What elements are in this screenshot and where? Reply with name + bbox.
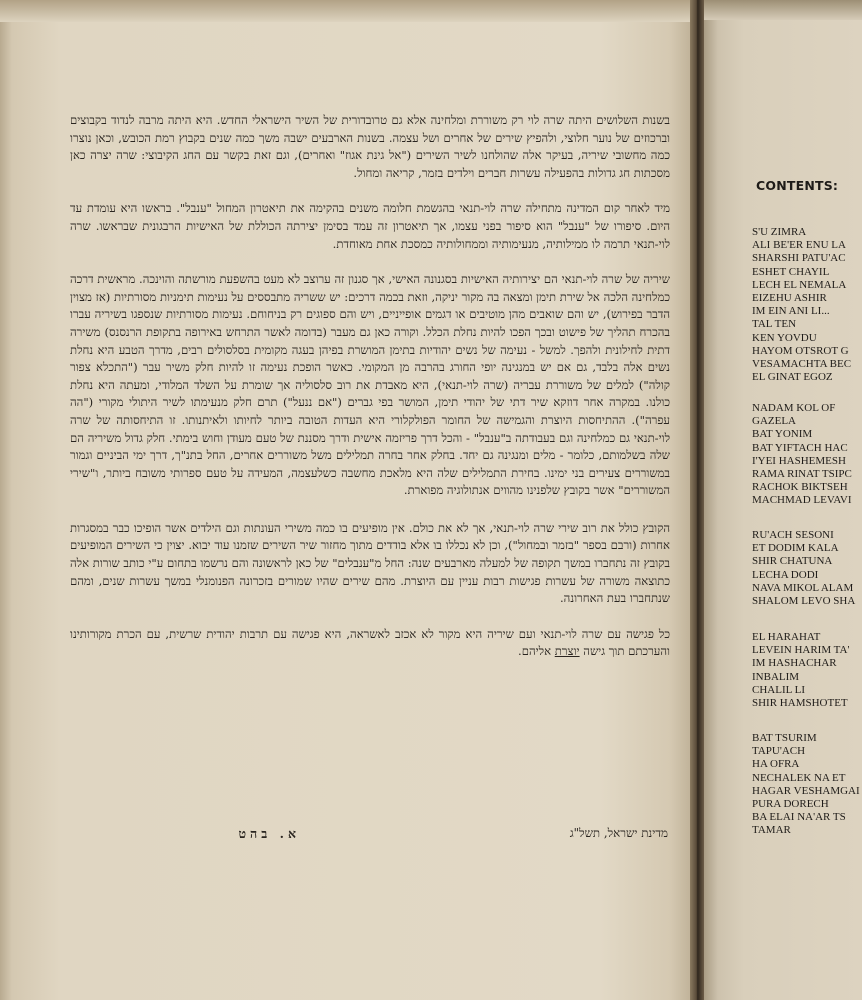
contents-entry: SHIR HAMSHOTET xyxy=(752,697,848,710)
contents-entry: RAMA RINAT TSIPC xyxy=(752,468,852,481)
contents-entry: ALI BE'ER ENU LA xyxy=(752,239,846,252)
contents-entry: LECH EL NEMALA xyxy=(752,278,847,291)
contents-group-3 xyxy=(752,529,855,608)
contents-entry: S'U ZIMRA xyxy=(752,226,807,238)
contents-entry: RU'ACH SESONI xyxy=(752,529,834,541)
contents-group-1 xyxy=(752,226,851,384)
paragraph-2: מיד לאחר קום המדינה מתחילה שרה לוי-תנאי בהגשמת חלומה משנים בהקימה את תיאטרון המחול "ענבל". בראשו היא עומדת עד היום. סיפורו של "ענבל" הוא סיפור בפני עצמו, אך תיאטרון זה עמד בסימן יצירתה הכוללת של האישיות הרבגונית שבראשו. שרה לוי-תנאי תרמה לו ממילותיה, מנעימותיה וממחולותיה כמסכת אחת מאוחדת. xyxy=(70,201,670,251)
author-signature: א. בהט xyxy=(238,826,300,841)
contents-entry: TAPU'ACH xyxy=(752,745,806,758)
contents-entry: SHARSHI PATU'AC xyxy=(752,252,846,265)
contents-entry: I'YEI HASHEMESH xyxy=(752,454,846,467)
contents-entry: LECHA DODI xyxy=(752,568,819,581)
contents-entry: NAVA MIKOL ALAM xyxy=(752,581,854,594)
contents-entry: ET DODIM KALA xyxy=(752,542,839,555)
contents-entry: TAL TEN xyxy=(752,318,797,331)
paragraph-5-end: אליהם. xyxy=(518,644,552,659)
contents-entry: IM EIN ANI LI... xyxy=(752,305,830,318)
paragraph-5 xyxy=(70,626,670,661)
contents-title: CONTENTS: xyxy=(756,178,839,193)
paragraph-5-body: כל פגישה עם שרה לוי-תנאי ועם שיריה היא מקור לא אכזב לאשראה, היא פגישה עם תרבות יהודית שרשית, עם הכרת מקורותינו והערכתם תוך גישה xyxy=(70,626,670,659)
book-gutter xyxy=(690,0,704,1000)
contents-entry: EIZEHU ASHIR xyxy=(752,292,827,305)
contents-entry: SHIR CHATUNA xyxy=(752,555,833,568)
contents-group-5 xyxy=(752,732,860,838)
contents-entry: BA ELAI NA'AR TS xyxy=(752,811,846,824)
preface-text xyxy=(70,112,670,677)
contents-entry: BAT YIFTACH HAC xyxy=(752,441,848,454)
contents-entry: INBALIM xyxy=(752,670,800,683)
contents-entry: NADAM KOL OF xyxy=(752,402,836,414)
contents-group-4 xyxy=(752,631,849,710)
contents-entry: ESHET CHAYIL xyxy=(752,265,830,278)
contents-group-2 xyxy=(752,402,852,508)
paragraph-1: בשנות השלושים היתה שרה לוי רק משוררת ומלחינה אלא גם טרובדורית של השיר הישראלי החדש. היא היתה מרבה לנדוד בקבוצים וברכוזים של נוער חלוצי, ולהפיץ שירים של אחרים ושל עצמה. בשנות הארבעים ישבה משך כמה שנים בקבוץ רמת הכובש, וכאן נוצרו כמה מחשובי שיריה, בעיקר אלה שהולחנו לשיר השירים ("אל גינת אגוז" ואחרים), וגם זאת בקשר עם החג הקיבוצי: שרה יצרה כאן מסכתות חג גדולות בהפעילה עשרות חברים וילדים בזמר, קריאה ומחול. xyxy=(70,113,670,180)
paragraph-3: שיריה של שרה לוי-תנאי הם יצירותיה האישיות בסגנונה האישי, אך סגנון זה ערוצב לא מעט בהשפעת מורשתה והוינכה. מראשית דרכה כמלחינה הלכה אל שירת תימן ומצאה בה מקור יניקה, וזאת בכמה דרכים: יש ששריה מתבססים על נעימות תימניות מסורתיות (אז מצוין הדבר בפירוש), יש והם שואבים מהן מוטיבים או דגמים אופייניים, ויש והם ספוגים רק בניחוחם. נעימות מסורתיות שנספגו בשיריה עברו בהכרח תהליך של פישוט ובכך הפכו להיות נחלת הכלל. וקורה כאן גם מעבר (בדומה לאשר התרחש באירופה בתקופת הרנסנס) משירה דתית לחילונית ולהפך. למשל - נעימה של נשים יהודיות בתימן המושרת בפיהן בעגה מקומית בסלסולים רבים, מדרך הטבע היא נחלת נשים אלה בלבד, גם אם יש במנגינה יופי החורג בהרבה מן המקומי. כאשר הופכת נעימה זו להיות חלק משיר עבר ("התכלא צפור קולה") למלים של משוררת עבריה (שרה לוי-תנאי), היא מאבדת את רוב סלסוליה אך שומרת על השלד המלודי, ומעתה היא נחלת כולנו. במקרה אחר דוזקא שיר דתי של יהודי תימן, המושר בפי גברים ("אם ננעל") תרם חלק מנעימתו לשיר היתולי מקורי ("הה עפרה"). ההתיחסות היוצרת והגמישה של החומר הפולקלורי היא העדות הטובה ביותר לחיותו ולאיתנותו. זו התיחסותה של שרה לוי-תנאי גם כמלחינה וגם בעבודתה ב"ענבל" - והכל דרך פריזמה אישית ודרך מסננת של טעם מעודן וחוש בימתי. חלק גדול משיריה הם שלה בשלמותם, כלומר - מלים ומנגינה גם יחד. בחלק אחר בחרה תמלילים משל משוררים אחרים, החל בתנ"ך, דרך ימי הביניים וגמור במשוררים צעירים בני ימינו. בחירת התמלילים שלה היא מלאכת מחשבה כשלעצמה, המעידה על טעם ספרותי משובח ביותר, ו"שירי המשוררים" אשר בקובץ שלפנינו מהווים אנתולוגיה מפוארת. xyxy=(70,272,671,498)
contents-entry: HAGAR VESHAMGAI xyxy=(752,784,860,797)
contents-entry: EL HARAHAT xyxy=(752,631,821,643)
contents-entry: CHALIL LI xyxy=(752,683,806,696)
contents-entry: VESAMACHTA BEC xyxy=(752,358,852,371)
contents-entry: LEVEIN HARIM TA' xyxy=(752,644,850,657)
contents-page xyxy=(704,0,862,1000)
paragraph-4: הקובץ כולל את רוב שירי שרה לוי-תנאי, אך לא את כולם. אין מופיעים בו כמה משירי העונתות וגם הילדים אשר הופיכו כבר במסגרות אחרות (ורבם בספר "בזמר ובמחול"), וכן לא נכללו בו אלא בודדים מתוך מחזור שיר השירים שזמנו עוד יבוא. יצוין כי השירים המופיעים בקובץ זה נתחברו במשך תקופה של למעלה מארבעים שנה: החל מ"ענבלים" של כאן לראשונה והם נרשמו בתחום ע"י כותב שורות אלה כתוצאה משורה של עשרות פגישות רבות עניין עם היוצרת. מהם שירים שהיו שמורים בזכרונה הפנומנלי במשך עשרות שנים, ומהם שנתחברו בעת האחרונה. xyxy=(70,520,670,606)
contents-entry: RACHOK BIKTSEH xyxy=(752,481,848,494)
underlined-word: יוצרת xyxy=(554,644,580,659)
contents-entry: PURA DORECH xyxy=(752,798,829,811)
contents-entry: TAMAR xyxy=(752,824,791,837)
contents-entry: KEN YOVDU xyxy=(752,331,817,344)
contents-entry: BAT YONIM xyxy=(752,428,813,441)
place-date: מדינת ישראל, תשל"ג xyxy=(569,826,668,840)
contents-entry: HAYOM OTSROT G xyxy=(752,344,849,357)
contents-entry: NECHALEK NA ET xyxy=(752,771,846,784)
contents-entry: HA OFRA xyxy=(752,758,800,771)
contents-entry: BAT TSURIM xyxy=(752,732,817,744)
contents-entry: MACHMAD LEVAVI xyxy=(752,494,852,507)
contents-entry: IM HASHACHAR xyxy=(752,657,837,670)
contents-entry: GAZELA xyxy=(752,415,796,428)
contents-entry: EL GINAT EGOZ xyxy=(752,371,833,384)
contents-entry: SHALOM LEVO SHA xyxy=(752,595,856,608)
